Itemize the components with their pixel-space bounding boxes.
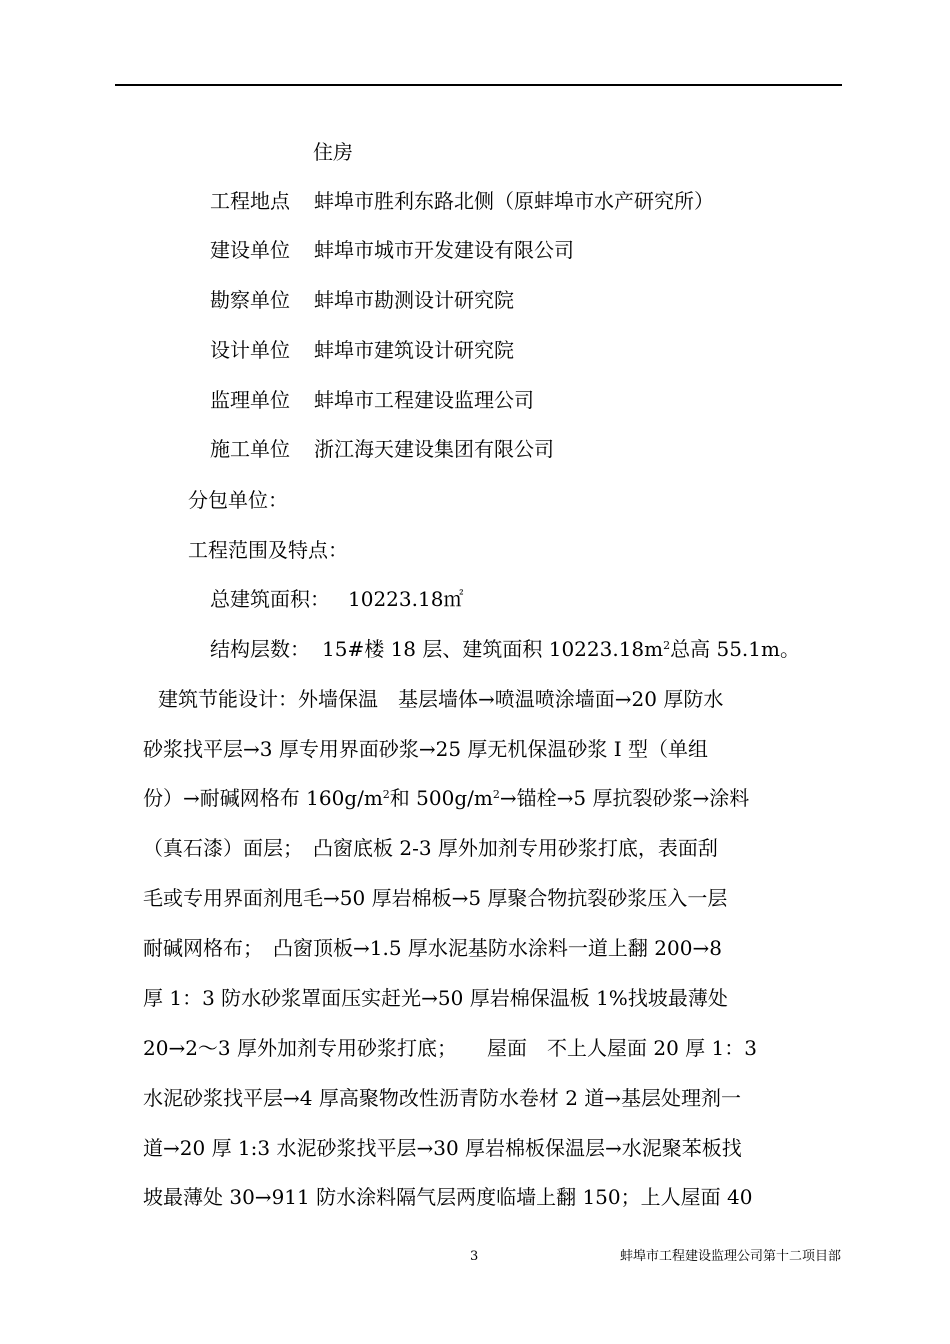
body-line-5: 毛或专用界面剂甩毛→50 厚岩棉板→5 厚聚合物抗裂砂浆压入一层 — [143, 886, 728, 910]
info-label: 工程地点 — [210, 189, 290, 213]
body-line-1: 建筑节能设计：外墙保温 基层墙体→喷温喷涂墙面→20 厚防水 — [158, 687, 724, 711]
body-line-9: 水泥砂浆找平层→4 厚高聚物改性沥青防水卷材 2 道→基层处理剂一 — [143, 1086, 742, 1110]
info-row-supervision — [210, 387, 534, 413]
body-line-3-sup2: 2 — [492, 788, 500, 801]
page-number: 3 — [470, 1249, 479, 1264]
body-line-10: 道→20 厚 1:3 水泥砂浆找平层→30 厚岩棉板保温层→水泥聚苯板找 — [143, 1136, 742, 1160]
header-rule — [115, 84, 842, 86]
structure-text-1: 15#楼 18 层、建筑面积 10223.18m — [322, 637, 664, 661]
body-line-8: 20→2～3 厚外加剂专用砂浆打底； 屋面 不上人屋面 20 厚 1：3 — [143, 1036, 757, 1060]
scope-heading: 工程范围及特点： — [188, 538, 348, 562]
body-line-3a: 份）→耐碱网格布 160g/m — [143, 786, 383, 810]
info-value: 蚌埠市建筑设计研究院 — [314, 338, 514, 362]
info-label: 建设单位 — [210, 238, 290, 262]
body-line-7: 厚 1：3 防水砂浆罩面压实赶光→50 厚岩棉保温板 1%找坡最薄处 — [143, 986, 728, 1010]
body-line-2: 砂浆找平层→3 厚专用界面砂浆→25 厚无机保温砂浆 I 型（单组 — [143, 737, 709, 761]
continuation-text: 住房 — [313, 140, 353, 164]
footer-company: 蚌埠市工程建设监理公司第十二项目部 — [620, 1249, 842, 1264]
structure-line — [210, 636, 800, 662]
info-value: 蚌埠市城市开发建设有限公司 — [314, 238, 574, 262]
body-line-3 — [143, 785, 749, 811]
info-value: 蚌埠市勘测设计研究院 — [314, 288, 514, 312]
info-row-developer — [210, 237, 574, 263]
body-line-6: 耐碱网格布； 凸窗顶板→1.5 厚水泥基防水涂料一道上翻 200→8 — [143, 936, 722, 960]
structure-label: 结构层数： — [210, 637, 310, 661]
body-line-4: （真石漆）面层； 凸窗底板 2-3 厚外加剂专用砂浆打底，表面刮 — [143, 836, 718, 860]
info-row-construction — [210, 436, 554, 462]
total-area-value: 10223.18㎡ — [348, 587, 464, 611]
body-line-11: 坡最薄处 30→911 防水涂料隔气层两度临墙上翻 150；上人屋面 40 — [143, 1185, 753, 1209]
info-row-survey — [210, 287, 514, 313]
total-area — [210, 586, 463, 612]
total-area-label: 总建筑面积： — [210, 587, 330, 611]
info-value: 蚌埠市胜利东路北侧（原蚌埠市水产研究所） — [314, 189, 714, 213]
structure-sup: 2 — [663, 639, 671, 652]
info-row-location — [210, 188, 714, 214]
info-label: 监理单位 — [210, 388, 290, 412]
body-line-3-sup1: 2 — [382, 788, 390, 801]
body-line-3b: 和 500g/m — [389, 786, 493, 810]
info-row-design — [210, 337, 514, 363]
info-label: 施工单位 — [210, 437, 290, 461]
info-label: 设计单位 — [210, 338, 290, 362]
info-value: 蚌埠市工程建设监理公司 — [314, 388, 534, 412]
info-label: 勘察单位 — [210, 288, 290, 312]
body-line-3c: →锚栓→5 厚抗裂砂浆→涂料 — [499, 786, 750, 810]
info-value: 浙江海天建设集团有限公司 — [314, 437, 554, 461]
subcontractor-label: 分包单位： — [188, 488, 288, 512]
structure-text-2: 总高 55.1m。 — [670, 637, 800, 661]
